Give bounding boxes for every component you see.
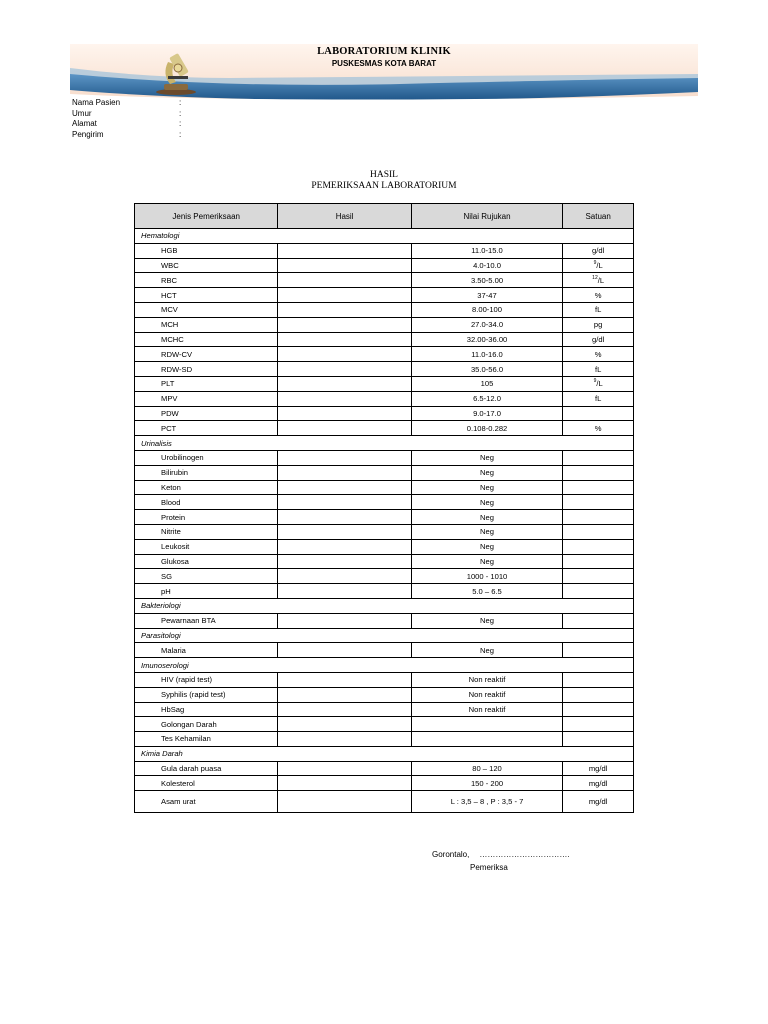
separator: : (179, 98, 182, 107)
section-row (135, 598, 634, 613)
table-row (135, 732, 634, 747)
unit-exponent: 12 (592, 274, 598, 281)
result-cell[interactable] (278, 391, 411, 406)
unit-text: /L (596, 260, 603, 270)
signer-label: Pemeriksa (470, 863, 508, 872)
result-cell[interactable] (278, 480, 411, 495)
unit-cell: % (563, 288, 634, 303)
result-cell[interactable] (278, 362, 411, 377)
reference-value: L : 3,5 – 8 , P : 3,5 - 7 (411, 791, 563, 813)
result-cell[interactable] (278, 732, 411, 747)
separator: : (179, 119, 182, 129)
reference-value: 11.0-16.0 (411, 347, 563, 362)
unit-cell (563, 702, 634, 717)
table-row (135, 510, 634, 525)
patient-address-row (72, 119, 189, 130)
reference-value: 150 - 200 (411, 776, 563, 791)
section-row (135, 658, 634, 673)
clinic-name: PUSKESMAS KOTA BARAT (331, 59, 437, 68)
section-title: Kimia Darah (135, 746, 278, 761)
test-name: RBC (135, 273, 278, 288)
section-row (135, 628, 634, 643)
unit-cell: fL (563, 302, 634, 317)
lab-title: LABORATORIUM KLINIK (317, 46, 451, 57)
result-cell[interactable] (278, 776, 411, 791)
unit-cell (563, 717, 634, 732)
unit-cell (563, 584, 634, 599)
table-row (135, 421, 634, 436)
reference-value (411, 717, 563, 732)
test-name: Glukosa (135, 554, 278, 569)
section-filler (278, 598, 634, 613)
unit-cell (563, 480, 634, 495)
unit-text: /L (597, 275, 605, 285)
column-header-test: Jenis Pemeriksaan (135, 204, 278, 229)
patient-age-label: Umur (72, 108, 92, 118)
unit-cell (563, 554, 634, 569)
unit-cell (563, 273, 634, 288)
result-cell[interactable] (278, 495, 411, 510)
test-name: Syphilis (rapid test) (135, 687, 278, 702)
result-cell[interactable] (278, 273, 411, 288)
column-header-unit: Satuan (563, 204, 634, 229)
unit-cell (563, 258, 634, 273)
result-cell[interactable] (278, 332, 411, 347)
reference-value: Neg (411, 495, 563, 510)
test-name: RDW-SD (135, 362, 278, 377)
header-banner (70, 44, 698, 106)
unit-cell (563, 406, 634, 421)
unit-cell (563, 465, 634, 480)
reference-value: Neg (411, 510, 563, 525)
unit-exponent: 9 (593, 378, 597, 385)
patient-address-label: Alamat (72, 119, 97, 129)
table-body (135, 229, 634, 813)
section-filler (278, 658, 634, 673)
test-name: SG (135, 569, 278, 584)
result-cell[interactable] (278, 687, 411, 702)
table-row (135, 258, 634, 273)
table-row (135, 569, 634, 584)
table-row (135, 347, 634, 362)
test-name: MCHC (135, 332, 278, 347)
unit-cell (563, 495, 634, 510)
reference-value: 11.0-15.0 (411, 243, 563, 258)
reference-value: Non reaktif (411, 702, 563, 717)
reference-value: 8.00-100 (411, 302, 563, 317)
result-cell[interactable] (278, 258, 411, 273)
table-row (135, 376, 634, 391)
unit-cell (563, 569, 634, 584)
date-blank: ……………………………. (479, 850, 570, 859)
report-title (0, 170, 768, 192)
test-name: Protein (135, 510, 278, 525)
table-row (135, 672, 634, 687)
table-row (135, 643, 634, 658)
test-name: pH (135, 584, 278, 599)
reference-value: Neg (411, 450, 563, 465)
result-cell[interactable] (278, 702, 411, 717)
reference-value: 80 – 120 (411, 761, 563, 776)
test-name: HGB (135, 243, 278, 258)
patient-info (72, 98, 189, 140)
result-cell[interactable] (278, 672, 411, 687)
table-row (135, 273, 634, 288)
test-name: Keton (135, 480, 278, 495)
unit-cell (563, 643, 634, 658)
result-cell[interactable] (278, 524, 411, 539)
table-row (135, 406, 634, 421)
column-header-reference: Nilai Rujukan (411, 204, 563, 229)
test-name: Blood (135, 495, 278, 510)
table-row (135, 613, 634, 628)
result-cell[interactable] (278, 243, 411, 258)
reference-value: 32.00-36.00 (411, 332, 563, 347)
unit-cell: mg/dl (563, 776, 634, 791)
unit-cell: % (563, 347, 634, 362)
test-name: PLT (135, 376, 278, 391)
section-filler (278, 628, 634, 643)
table-row (135, 495, 634, 510)
table-row (135, 584, 634, 599)
reference-value: 4.0-10.0 (411, 258, 563, 273)
result-cell[interactable] (278, 317, 411, 332)
column-header-result: Hasil (278, 204, 411, 229)
table-row (135, 391, 634, 406)
test-name: HbSag (135, 702, 278, 717)
section-row (135, 746, 634, 761)
reference-value: Non reaktif (411, 687, 563, 702)
reference-value: 6.5-12.0 (411, 391, 563, 406)
test-name: RDW-CV (135, 347, 278, 362)
reference-value: 9.0-17.0 (411, 406, 563, 421)
reference-value: Neg (411, 613, 563, 628)
table-row (135, 524, 634, 539)
section-row (135, 436, 634, 451)
table-row (135, 791, 634, 813)
result-cell[interactable] (278, 465, 411, 480)
result-cell[interactable] (278, 569, 411, 584)
unit-cell (563, 450, 634, 465)
test-name: Bilirubin (135, 465, 278, 480)
result-cell[interactable] (278, 406, 411, 421)
test-name: MCV (135, 302, 278, 317)
unit-cell: % (563, 421, 634, 436)
result-cell[interactable] (278, 302, 411, 317)
result-cell[interactable] (278, 288, 411, 303)
reference-value: 27.0-34.0 (411, 317, 563, 332)
test-name: PDW (135, 406, 278, 421)
reference-value (411, 732, 563, 747)
reference-value: Non reaktif (411, 672, 563, 687)
patient-sender-label: Pengirim (72, 129, 104, 139)
reference-value: 0.108-0.282 (411, 421, 563, 436)
test-name: HCT (135, 288, 278, 303)
unit-text: /L (596, 379, 603, 389)
table-row (135, 288, 634, 303)
section-title: Parasitologi (135, 628, 278, 643)
test-name: Urobilinogen (135, 450, 278, 465)
unit-exponent: 9 (593, 259, 597, 266)
reference-value: 37-47 (411, 288, 563, 303)
reference-value: 5.0 – 6.5 (411, 584, 563, 599)
result-cell[interactable] (278, 613, 411, 628)
result-cell[interactable] (278, 421, 411, 436)
unit-cell (563, 524, 634, 539)
reference-value: Neg (411, 465, 563, 480)
test-name: Gula darah puasa (135, 761, 278, 776)
patient-sender-row (72, 130, 189, 141)
table-row (135, 362, 634, 377)
reference-value: Neg (411, 539, 563, 554)
section-title: Imunoserologi (135, 658, 278, 673)
unit-cell: g/dl (563, 243, 634, 258)
test-name: Golongan Darah (135, 717, 278, 732)
reference-value: 1000 - 1010 (411, 569, 563, 584)
reference-value: Neg (411, 554, 563, 569)
unit-cell: pg (563, 317, 634, 332)
test-name: Leukosit (135, 539, 278, 554)
table-row (135, 302, 634, 317)
test-name: Malaria (135, 643, 278, 658)
unit-cell (563, 732, 634, 747)
section-title: Hematologi (135, 229, 278, 244)
unit-cell (563, 539, 634, 554)
test-name: MPV (135, 391, 278, 406)
result-cell[interactable] (278, 643, 411, 658)
table-header-row (135, 204, 634, 229)
result-cell[interactable] (278, 376, 411, 391)
test-name: Kolesterol (135, 776, 278, 791)
test-name: MCH (135, 317, 278, 332)
section-filler (278, 436, 634, 451)
table-row (135, 761, 634, 776)
reference-value: Neg (411, 480, 563, 495)
signature-block (432, 848, 570, 874)
result-cell[interactable] (278, 510, 411, 525)
reference-value: 35.0-56.0 (411, 362, 563, 377)
reference-value: 3.50-5.00 (411, 273, 563, 288)
test-name: HIV (rapid test) (135, 672, 278, 687)
test-name: Asam urat (135, 791, 278, 813)
date-line (432, 848, 570, 861)
patient-name-row (72, 98, 189, 109)
section-filler (278, 229, 634, 244)
report-title-line1: HASIL (370, 170, 398, 180)
reference-value: Neg (411, 643, 563, 658)
unit-cell: g/dl (563, 332, 634, 347)
table-row (135, 702, 634, 717)
table-row (135, 776, 634, 791)
table-row (135, 539, 634, 554)
result-cell[interactable] (278, 450, 411, 465)
reference-value: 105 (411, 376, 563, 391)
result-cell[interactable] (278, 761, 411, 776)
test-name: PCT (135, 421, 278, 436)
unit-cell (563, 376, 634, 391)
unit-cell: fL (563, 391, 634, 406)
test-name: WBC (135, 258, 278, 273)
result-cell[interactable] (278, 717, 411, 732)
table-row (135, 332, 634, 347)
section-filler (278, 746, 634, 761)
table-row (135, 554, 634, 569)
table-row (135, 480, 634, 495)
test-name: Nitrite (135, 524, 278, 539)
result-cell[interactable] (278, 791, 411, 813)
unit-cell (563, 687, 634, 702)
result-cell[interactable] (278, 539, 411, 554)
section-title: Urinalisis (135, 436, 278, 451)
section-title: Bakteriologi (135, 598, 278, 613)
table-row (135, 465, 634, 480)
test-name: Pewarnaan BTA (135, 613, 278, 628)
section-row (135, 229, 634, 244)
place-label: Gorontalo, (432, 850, 470, 859)
table-row (135, 687, 634, 702)
result-cell[interactable] (278, 584, 411, 599)
separator: : (179, 129, 182, 139)
patient-age-row (72, 109, 189, 120)
test-name: Tes Kehamilan (135, 732, 278, 747)
result-cell[interactable] (278, 347, 411, 362)
separator: : (179, 108, 182, 118)
report-title-line2: PEMERIKSAAN LABORATORIUM (311, 181, 457, 191)
unit-cell (563, 613, 634, 628)
table-row (135, 450, 634, 465)
patient-name-label: Nama Pasien (72, 98, 121, 107)
table-row (135, 243, 634, 258)
reference-value: Neg (411, 524, 563, 539)
unit-cell: mg/dl (563, 761, 634, 776)
unit-cell: fL (563, 362, 634, 377)
unit-cell: mg/dl (563, 791, 634, 813)
table-row (135, 717, 634, 732)
unit-cell (563, 672, 634, 687)
lab-results-table (134, 203, 634, 813)
unit-cell (563, 510, 634, 525)
table-row (135, 317, 634, 332)
result-cell[interactable] (278, 554, 411, 569)
